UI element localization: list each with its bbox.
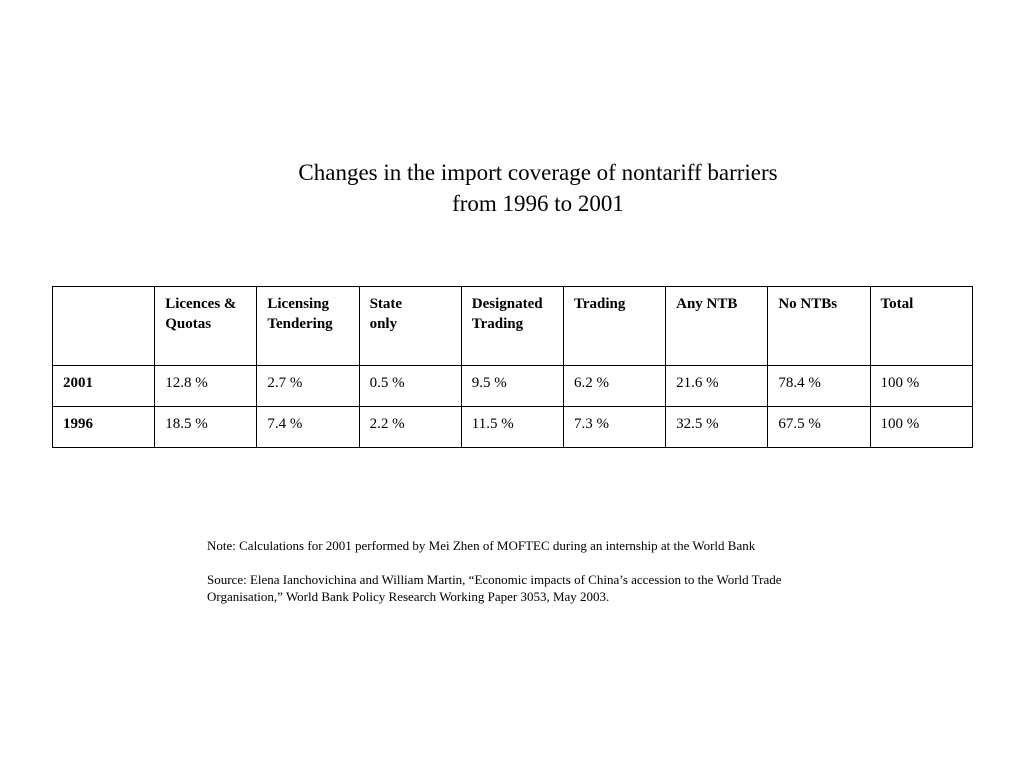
header-line: only	[369, 316, 398, 332]
header-line: Total	[880, 296, 914, 312]
page-title	[0, 157, 1024, 219]
table-cell: 2.2 %	[359, 407, 461, 448]
note-text: Note: Calculations for 2001 performed by Mei Zhen of MOFTEC during an internship at the World Bank	[207, 538, 756, 553]
header-line: Trading	[573, 296, 626, 312]
header-line: Designated	[471, 296, 543, 312]
table-cell: 9.5 %	[461, 366, 563, 407]
table-cell: 100 %	[870, 407, 972, 448]
header-line: Quotas	[165, 316, 212, 332]
table-cell: 32.5 %	[666, 407, 768, 448]
table-cell: 0.5 %	[359, 366, 461, 407]
header-cell-designated-trading	[461, 287, 563, 366]
table-row	[53, 366, 973, 407]
table-cell: 6.2 %	[563, 366, 665, 407]
header-line: Trading	[471, 316, 524, 332]
source-citation	[207, 571, 907, 605]
header-cell-any-ntb	[666, 287, 768, 366]
source-line-2: Organisation,” World Bank Policy Research Working Paper 3053, May 2003.	[207, 589, 610, 604]
row-year-label: 2001	[53, 366, 155, 407]
table-header-row	[53, 287, 973, 366]
header-line: Licences &	[165, 296, 237, 312]
header-line: Tendering	[267, 316, 333, 332]
title-line-1: Changes in the import coverage of nontariff barriers	[298, 160, 778, 185]
header-cell-licences-quotas	[155, 287, 257, 366]
header-line: Licensing	[267, 296, 330, 312]
source-line-1: Source: Elena Ianchovichina and William Martin, “Economic impacts of China’s accession to the World Trade	[207, 572, 782, 587]
table-cell: 78.4 %	[768, 366, 870, 407]
header-line: No NTBs	[778, 296, 838, 312]
table-cell: 18.5 %	[155, 407, 257, 448]
table-cell: 7.4 %	[257, 407, 359, 448]
table-cell: 67.5 %	[768, 407, 870, 448]
table-cell: 2.7 %	[257, 366, 359, 407]
table-cell: 12.8 %	[155, 366, 257, 407]
header-cell-no-ntbs	[768, 287, 870, 366]
header-line: State	[369, 296, 403, 312]
row-year-label: 1996	[53, 407, 155, 448]
ntb-coverage-table	[52, 286, 973, 448]
header-cell-total	[870, 287, 972, 366]
header-cell-licensing-tendering	[257, 287, 359, 366]
header-cell-empty	[53, 287, 155, 366]
header-cell-trading	[563, 287, 665, 366]
header-cell-state-only	[359, 287, 461, 366]
table-cell: 21.6 %	[666, 366, 768, 407]
title-line-2: from 1996 to 2001	[452, 191, 624, 216]
table-cell: 11.5 %	[461, 407, 563, 448]
footnotes	[207, 537, 907, 605]
table-cell: 100 %	[870, 366, 972, 407]
table-row	[53, 407, 973, 448]
header-line: Any NTB	[676, 296, 738, 312]
table-cell: 7.3 %	[563, 407, 665, 448]
